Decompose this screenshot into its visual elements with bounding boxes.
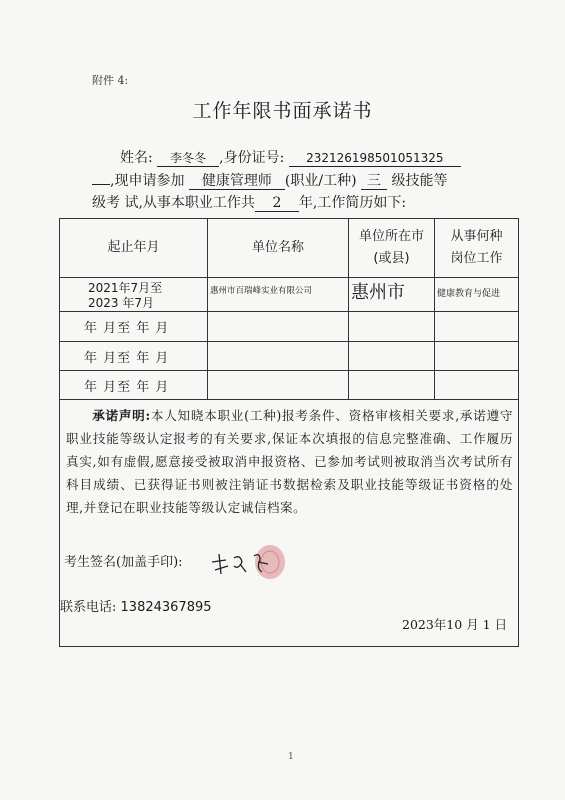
work-history-table	[59, 218, 519, 400]
applicant-line-3	[92, 192, 406, 212]
row-3-period[interactable]: 年 月至 年 月	[60, 342, 208, 371]
phone-label: 联系电话:	[60, 600, 117, 615]
row-3-city[interactable]	[349, 342, 435, 371]
row-2-period[interactable]: 年 月至 年 月	[60, 312, 208, 342]
applicant-line-1: 姓名: 李冬冬 ,身份证号: 232126198501051325	[120, 147, 461, 167]
line2-blank	[92, 184, 110, 185]
apply-prefix: ,现申请参加	[110, 173, 185, 189]
header-period: 起止年月	[60, 219, 208, 278]
table-row	[60, 371, 519, 400]
line3-prefix: 级考 试,从事本职业工作共	[92, 195, 255, 211]
signature-mark[interactable]	[210, 544, 290, 588]
table-header-row	[60, 219, 519, 278]
table-row	[60, 342, 519, 371]
row-1-post[interactable]: 健康教育与促进	[435, 278, 519, 312]
signing-date: 2023年10 月 1 日	[402, 617, 508, 632]
table-row	[60, 312, 519, 342]
row-2-post[interactable]	[435, 312, 519, 342]
row-1-city[interactable]: 惠州市	[349, 278, 435, 312]
header-city	[349, 219, 435, 278]
header-post	[435, 219, 519, 278]
promise-label: 承诺声明:	[92, 408, 151, 423]
row-1-period[interactable]: 2021年7月至2023 年7月	[60, 278, 208, 312]
header-post-line-2: 岗位工作	[450, 251, 503, 266]
occupation-suffix: (职业/工种)	[284, 173, 357, 189]
signature-label: 考生签名(加盖手印):	[64, 555, 183, 570]
applicant-line-2	[92, 170, 447, 190]
name-label: 姓名:	[120, 150, 153, 166]
document-title: 工作年限书面承诺书	[192, 100, 373, 122]
phone-value[interactable]: 13824367895	[120, 600, 212, 615]
contact-line	[60, 596, 212, 615]
header-city-line-1: 单位所在市	[358, 229, 424, 244]
id-number-field[interactable]: 232126198501051325	[289, 151, 461, 167]
promise-text: 本人知晓本职业(工种)报考条件、资格审核相关要求,承诺遵守职业技能等级认定报考的有关要求,保证本次填报的信息完整准确、工作履历真实,如有虚假,愿意接受被取消申报资格、已参加考试则被取消当次考试所有科目成绩、已获得证书则被注销证书数据检索及职业技能等级证书资格的处理,并登记在职业技能等级认定诚信档案。	[66, 408, 513, 515]
header-city-line-2: (或县)	[373, 251, 410, 266]
id-label: 身份证号:	[223, 150, 285, 166]
attachment-label: 附件 4:	[92, 74, 129, 87]
table-row	[60, 278, 519, 312]
promise-statement	[66, 404, 513, 519]
row-1-unit[interactable]: 惠州市百瑞峰实业有限公司	[208, 278, 349, 312]
row-4-unit[interactable]	[208, 371, 349, 400]
level-field[interactable]: 三	[361, 174, 387, 190]
row-2-unit[interactable]	[208, 312, 349, 342]
row-3-post[interactable]	[435, 342, 519, 371]
row-4-period[interactable]: 年 月至 年 月	[60, 371, 208, 400]
header-post-line-1: 从事何种	[450, 229, 503, 244]
level-suffix: 级技能等	[391, 173, 448, 189]
occupation-field[interactable]: 健康管理师	[189, 174, 285, 190]
line3-suffix: 年,工作简历如下:	[298, 195, 407, 211]
name-field[interactable]: 李冬冬	[157, 151, 219, 167]
page-number: 1	[288, 752, 294, 762]
row-3-unit[interactable]	[208, 342, 349, 371]
years-field[interactable]: 2	[255, 196, 299, 212]
row-2-city[interactable]	[349, 312, 435, 342]
row-4-city[interactable]	[349, 371, 435, 400]
header-unit: 单位名称	[208, 219, 349, 278]
row-4-post[interactable]	[435, 371, 519, 400]
handwritten-signature-icon	[210, 544, 290, 584]
frame-bottom-border	[59, 646, 519, 647]
frame-right-border	[518, 400, 519, 647]
